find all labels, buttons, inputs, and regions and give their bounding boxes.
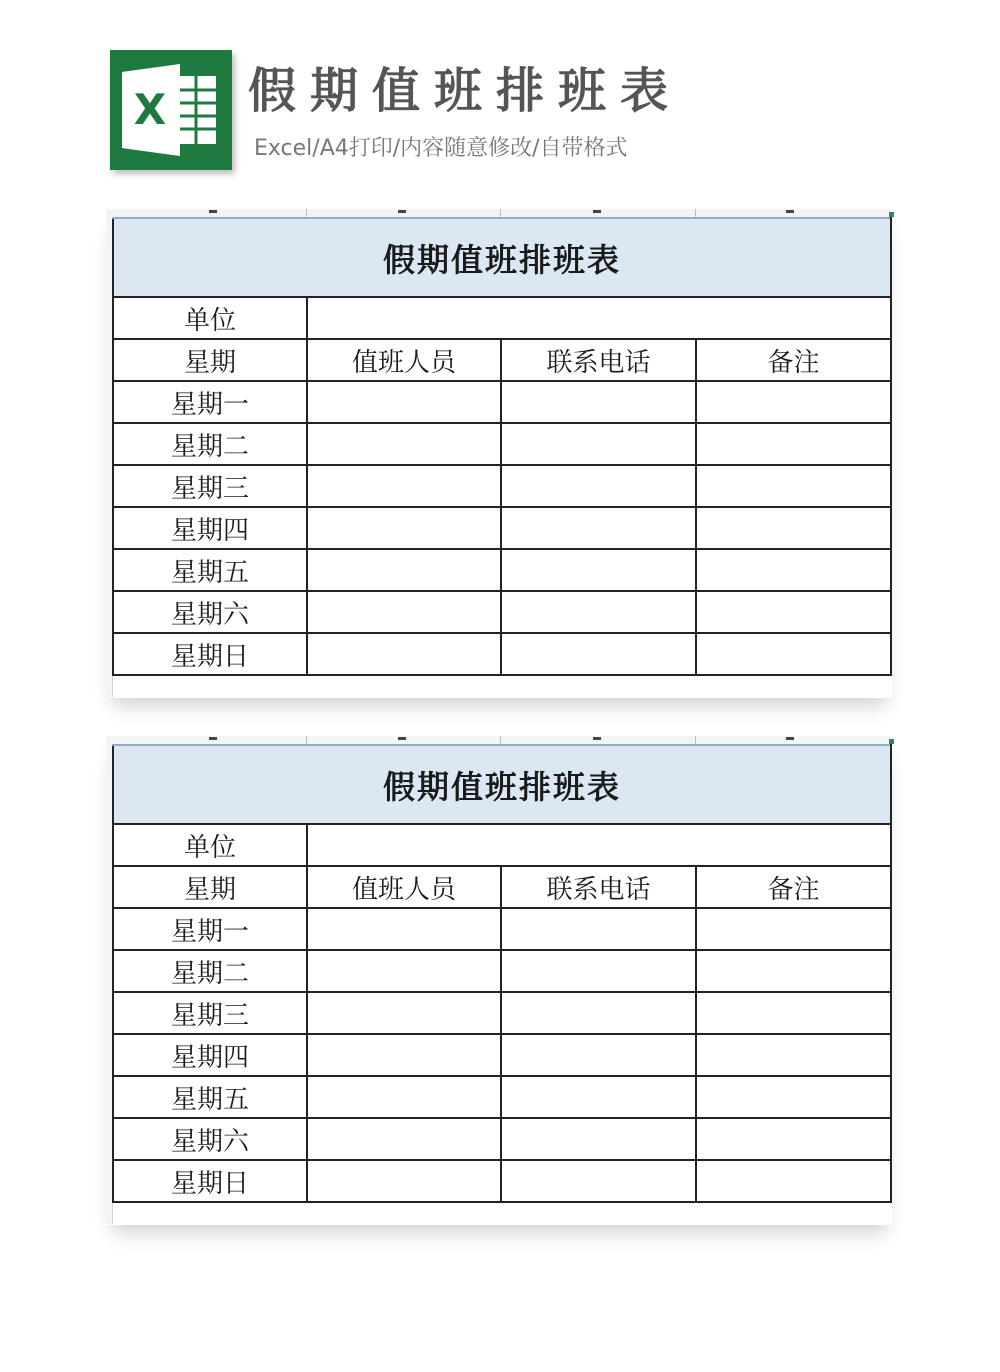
staff-cell[interactable] xyxy=(307,549,501,591)
staff-cell[interactable] xyxy=(307,465,501,507)
staff-cell[interactable] xyxy=(307,507,501,549)
table-row xyxy=(113,1118,891,1160)
document-title: 假期值班排班表 xyxy=(248,63,683,119)
note-cell[interactable] xyxy=(696,591,891,633)
day-cell[interactable]: 星期一 xyxy=(113,908,307,950)
schedule-sheet-1 xyxy=(106,209,892,698)
staff-cell[interactable] xyxy=(307,908,501,950)
staff-cell[interactable] xyxy=(307,633,501,675)
note-cell[interactable] xyxy=(696,381,891,423)
schedule-sheet-2 xyxy=(106,736,892,1225)
column-header-staff[interactable]: 值班人员 xyxy=(307,866,501,908)
phone-cell[interactable] xyxy=(501,1160,696,1202)
table-row xyxy=(113,1076,891,1118)
note-cell[interactable] xyxy=(696,1160,891,1202)
document-subtitle: Excel/A4打印/内容随意修改/自带格式 xyxy=(254,136,628,161)
column-header-row xyxy=(113,866,891,908)
day-cell[interactable]: 星期三 xyxy=(113,465,307,507)
staff-cell[interactable] xyxy=(307,1160,501,1202)
phone-cell[interactable] xyxy=(501,591,696,633)
day-cell[interactable]: 星期三 xyxy=(113,992,307,1034)
table-row xyxy=(113,423,891,465)
day-cell[interactable]: 星期二 xyxy=(113,423,307,465)
phone-cell[interactable] xyxy=(501,950,696,992)
staff-cell[interactable] xyxy=(307,1118,501,1160)
unit-label[interactable]: 单位 xyxy=(113,824,307,866)
column-header-staff[interactable]: 值班人员 xyxy=(307,339,501,381)
unit-value-cell[interactable] xyxy=(307,824,891,866)
table-row xyxy=(113,950,891,992)
day-cell[interactable]: 星期六 xyxy=(113,591,307,633)
note-cell[interactable] xyxy=(696,1076,891,1118)
staff-cell[interactable] xyxy=(307,1076,501,1118)
phone-cell[interactable] xyxy=(501,908,696,950)
phone-cell[interactable] xyxy=(501,633,696,675)
staff-cell[interactable] xyxy=(307,992,501,1034)
day-cell[interactable]: 星期六 xyxy=(113,1118,307,1160)
note-cell[interactable] xyxy=(696,992,891,1034)
phone-cell[interactable] xyxy=(501,381,696,423)
day-cell[interactable]: 星期五 xyxy=(113,549,307,591)
table-title[interactable]: 假期值班排班表 xyxy=(113,218,891,297)
logo-letter: X xyxy=(133,85,167,134)
column-header-note[interactable]: 备注 xyxy=(696,866,891,908)
day-cell[interactable]: 星期四 xyxy=(113,1034,307,1076)
table-row xyxy=(113,465,891,507)
column-header-phone[interactable]: 联系电话 xyxy=(501,339,696,381)
phone-cell[interactable] xyxy=(501,1034,696,1076)
table-row xyxy=(113,908,891,950)
note-cell[interactable] xyxy=(696,908,891,950)
unit-label[interactable]: 单位 xyxy=(113,297,307,339)
note-cell[interactable] xyxy=(696,1034,891,1076)
column-header-day[interactable]: 星期 xyxy=(113,866,307,908)
staff-cell[interactable] xyxy=(307,423,501,465)
schedule-table xyxy=(112,217,892,676)
column-header-note[interactable]: 备注 xyxy=(696,339,891,381)
phone-cell[interactable] xyxy=(501,423,696,465)
staff-cell[interactable] xyxy=(307,381,501,423)
table-row xyxy=(113,549,891,591)
phone-cell[interactable] xyxy=(501,465,696,507)
note-cell[interactable] xyxy=(696,950,891,992)
note-cell[interactable] xyxy=(696,507,891,549)
note-cell[interactable] xyxy=(696,423,891,465)
table-row xyxy=(113,381,891,423)
table-row xyxy=(113,1034,891,1076)
phone-cell[interactable] xyxy=(501,507,696,549)
excel-logo-icon xyxy=(110,50,232,170)
table-row xyxy=(113,633,891,675)
phone-cell[interactable] xyxy=(501,1118,696,1160)
note-cell[interactable] xyxy=(696,1118,891,1160)
column-header-day[interactable]: 星期 xyxy=(113,339,307,381)
staff-cell[interactable] xyxy=(307,591,501,633)
note-cell[interactable] xyxy=(696,633,891,675)
phone-cell[interactable] xyxy=(501,549,696,591)
note-cell[interactable] xyxy=(696,465,891,507)
unit-value-cell[interactable] xyxy=(307,297,891,339)
table-row xyxy=(113,591,891,633)
day-cell[interactable]: 星期五 xyxy=(113,1076,307,1118)
day-cell[interactable]: 星期日 xyxy=(113,1160,307,1202)
table-title[interactable]: 假期值班排班表 xyxy=(113,745,891,824)
column-header-phone[interactable]: 联系电话 xyxy=(501,866,696,908)
table-row xyxy=(113,1160,891,1202)
day-cell[interactable]: 星期一 xyxy=(113,381,307,423)
table-row xyxy=(113,992,891,1034)
staff-cell[interactable] xyxy=(307,1034,501,1076)
staff-cell[interactable] xyxy=(307,950,501,992)
day-cell[interactable]: 星期日 xyxy=(113,633,307,675)
day-cell[interactable]: 星期四 xyxy=(113,507,307,549)
phone-cell[interactable] xyxy=(501,1076,696,1118)
table-row xyxy=(113,507,891,549)
note-cell[interactable] xyxy=(696,549,891,591)
phone-cell[interactable] xyxy=(501,992,696,1034)
day-cell[interactable]: 星期二 xyxy=(113,950,307,992)
schedule-table xyxy=(112,744,892,1203)
column-header-row xyxy=(113,339,891,381)
